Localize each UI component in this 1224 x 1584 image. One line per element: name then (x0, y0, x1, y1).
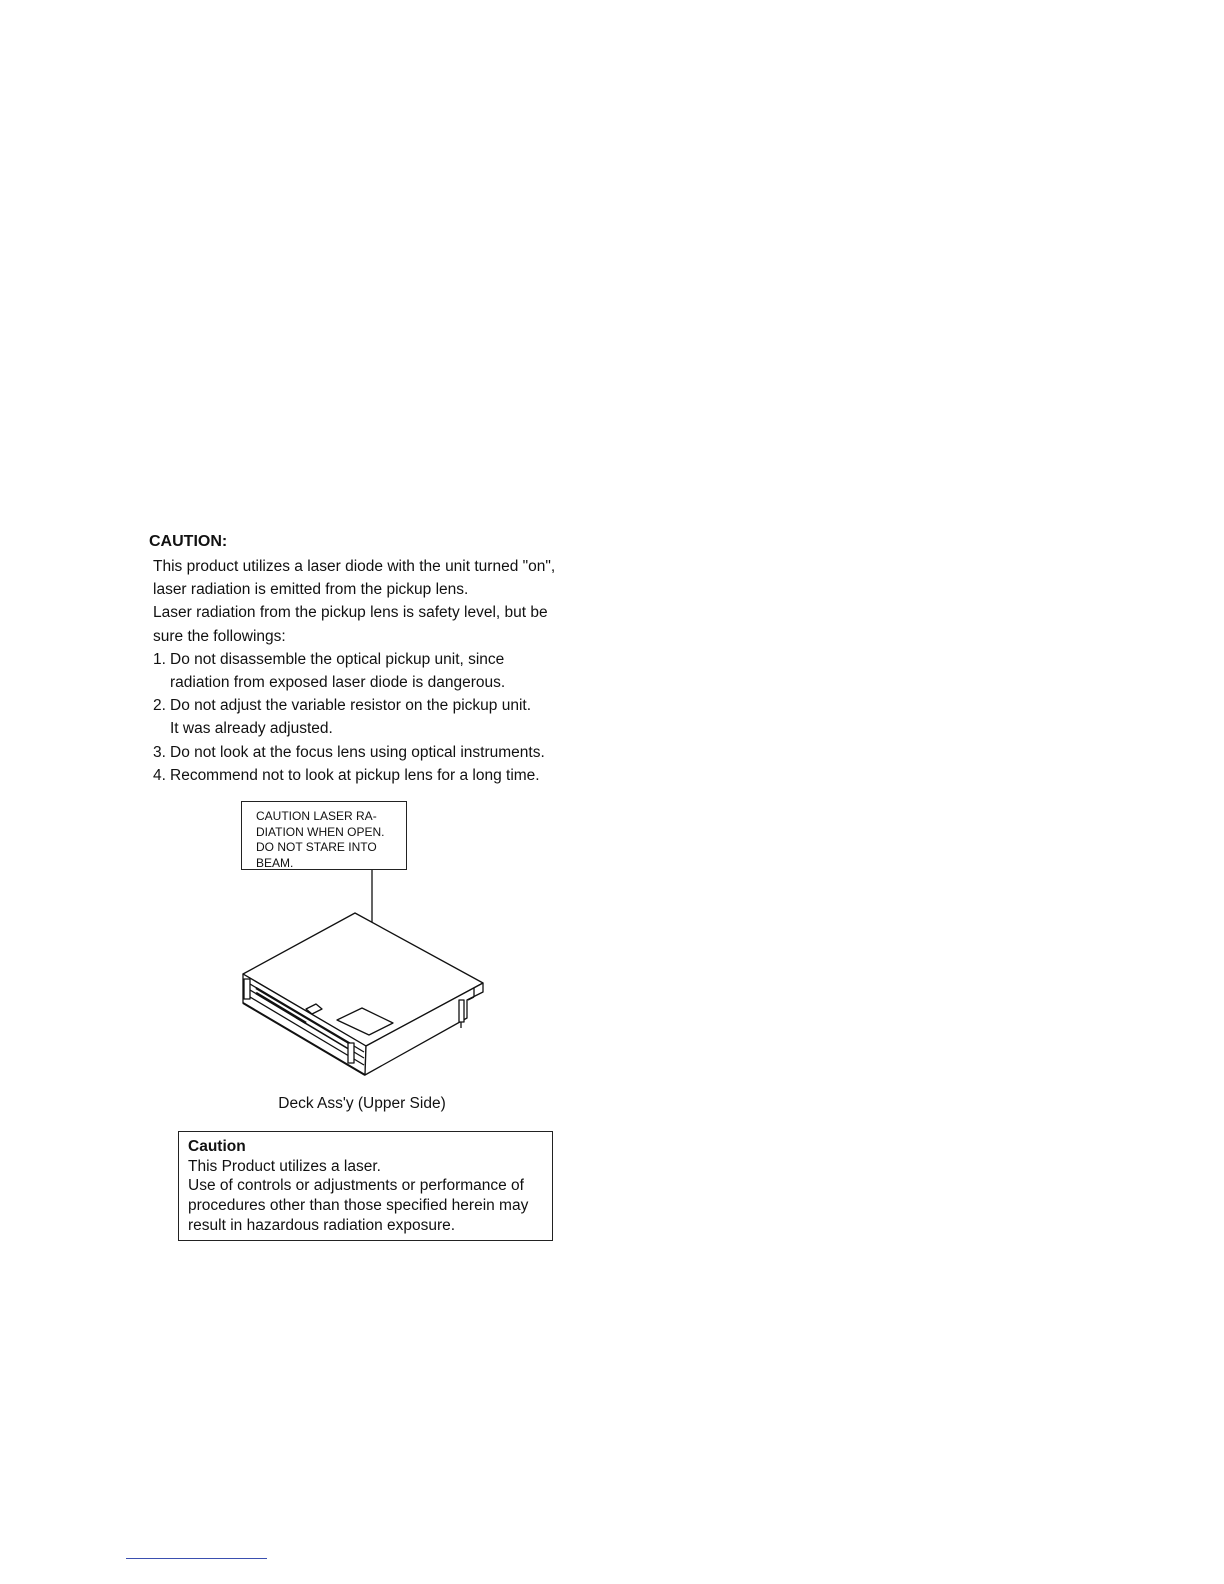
list-item-number: 3. (153, 743, 166, 761)
caution-body (153, 555, 593, 787)
list-item-line: Do not look at the focus lens using optical instruments. (170, 743, 545, 761)
caution-list-item (153, 764, 593, 787)
caution-list-item (153, 741, 593, 764)
warning-box-line: Use of controls or adjustments or performance of (188, 1177, 524, 1195)
list-item-text (170, 764, 593, 787)
caution-list-item (153, 694, 593, 740)
warning-box-title: Caution (188, 1138, 246, 1155)
list-item-line: Do not adjust the variable resistor on the pickup unit. (170, 697, 532, 715)
footer-rule (126, 1558, 267, 1559)
list-item-line: Do not disassemble the optical pickup unit, since (170, 650, 505, 668)
deck-assembly-diagram (236, 868, 492, 1080)
laser-label-line: DIATION WHEN OPEN. (256, 824, 385, 839)
list-item-line: It was already adjusted. (170, 720, 333, 738)
laser-label-line: BEAM. (256, 855, 294, 870)
figure-caption: Deck Ass'y (Upper Side) (278, 1095, 446, 1112)
warning-box-line: procedures other than those specified herein may (188, 1197, 529, 1215)
list-item-number: 2. (153, 697, 166, 715)
list-item-line: Recommend not to look at pickup lens for a long time. (170, 766, 540, 784)
list-item-line: radiation from exposed laser diode is dangerous. (170, 674, 506, 692)
list-item-number: 4. (153, 766, 166, 784)
warning-box-line: This Product utilizes a laser. (188, 1157, 381, 1175)
list-item-text (170, 741, 593, 764)
warning-box-line: result in hazardous radiation exposure. (188, 1216, 456, 1234)
caution-intro-line: laser radiation is emitted from the pickup lens. (153, 581, 469, 599)
list-item-text (170, 694, 593, 740)
caution-intro-line: Laser radiation from the pickup lens is safety level, but be (153, 604, 548, 622)
laser-label-line: DO NOT STARE INTO (256, 840, 377, 854)
list-item-number: 1. (153, 650, 166, 668)
caution-heading: CAUTION: (149, 533, 228, 550)
caution-intro-line: This product utilizes a laser diode with the unit turned "on", (153, 558, 556, 575)
laser-label-line: CAUTION LASER RA- (256, 809, 377, 823)
caution-list (153, 648, 593, 787)
laser-warning-label (241, 801, 407, 870)
list-item-text (170, 648, 593, 694)
caution-list-item (153, 648, 593, 694)
caution-intro-line: sure the followings: (153, 627, 286, 645)
caution-warning-box (178, 1131, 553, 1241)
